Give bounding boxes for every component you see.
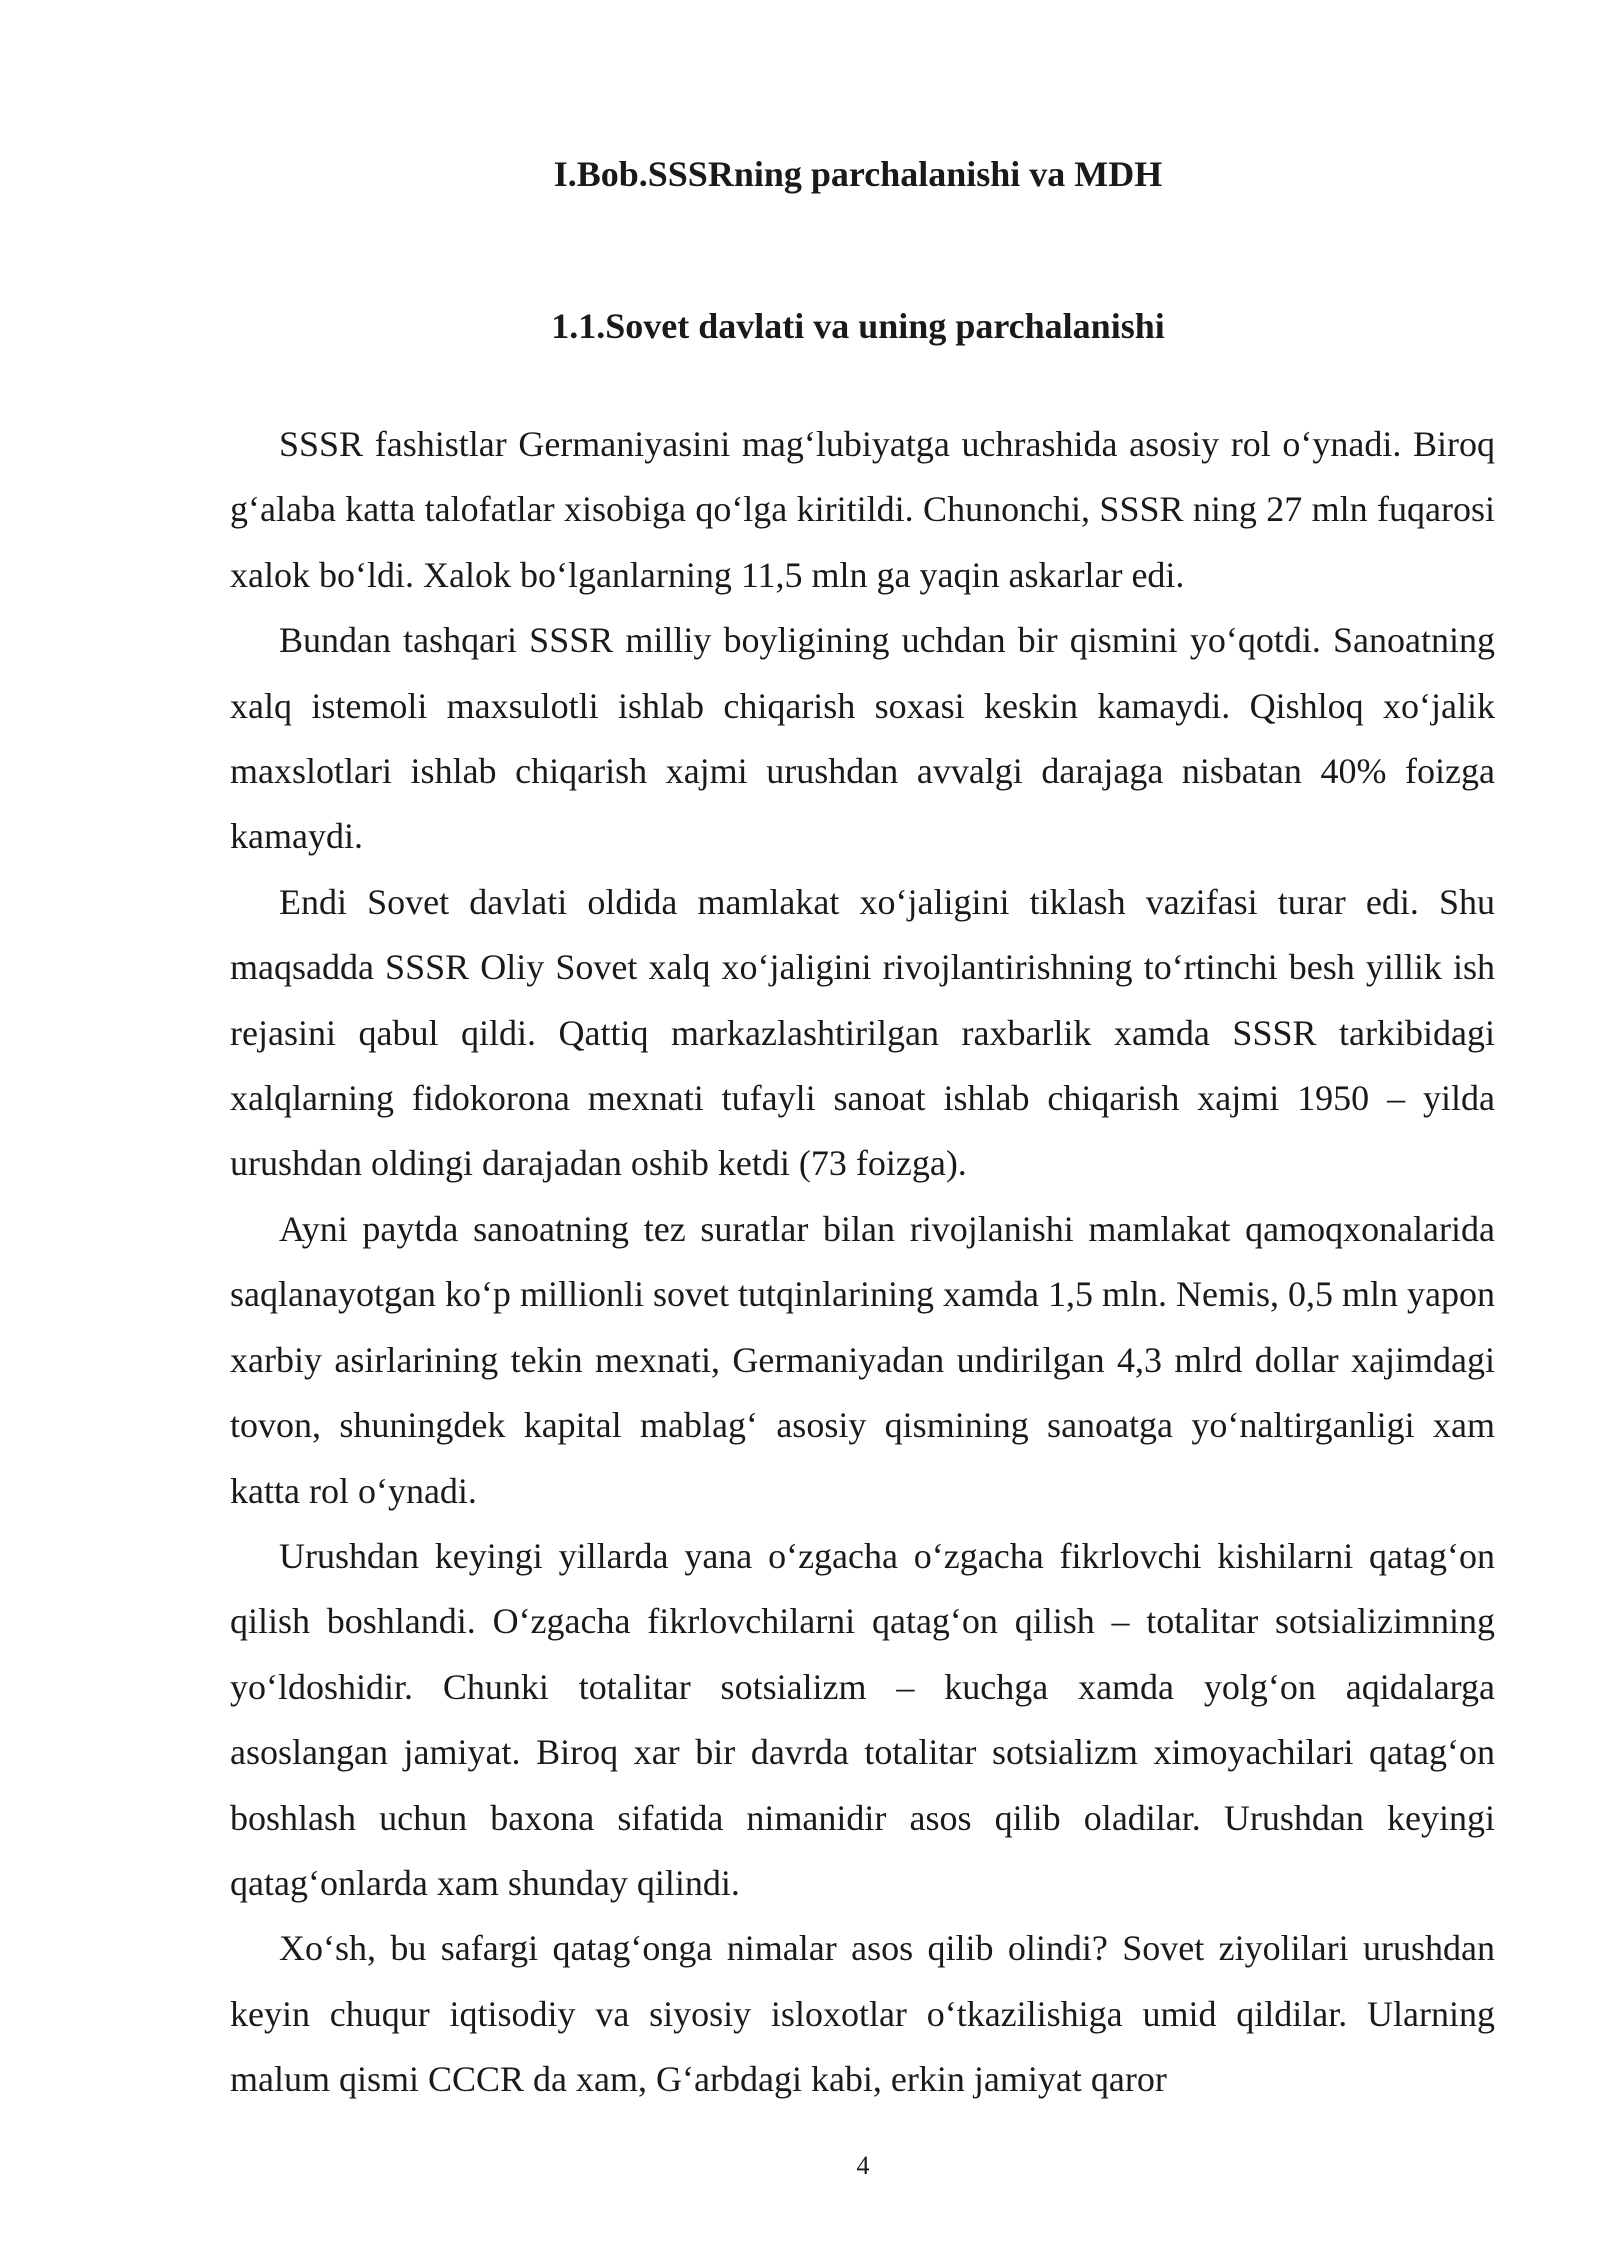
paragraph-5: Urushdan keyingi yillarda yana o‘zgacha o‘zgacha fikrlovchi kishilarni qatag‘on qilish boshlandi. O‘zgacha fikrlovchilarni qatag‘on qilish – totalitar sotsializimning yo‘ldoshidir. Chunki totalitar sotsializm – kuchga xamda yolg‘on aqidalarga asoslangan jamiyat. Biroq xar bir davrda totalitar sotsializm ximoyachilari qatag‘on boshlash uchun baxona sifatida nimanidir asos qilib oladilar. Urushdan keyingi qatag‘onlarda xam shunday qilindi. [230, 1535, 1495, 1903]
body-text [230, 412, 1495, 2113]
chapter-title: I.Bob.SSSRning parchalanishi va MDH [553, 154, 1163, 194]
paragraph-4: Ayni paytda sanoatning tez suratlar bilan rivojlanishi mamlakat qamoqxonalarida saqlanayotgan ko‘p millionli sovet tutqinlarining xamda 1,5 mln. Nemis, 0,5 mln yapon xarbiy asirlarining tekin mexnati, Germaniyadan undirilgan 4,3 mlrd dollar xajimdagi tovon, shuningdek kapital mablag‘ asosiy qismining sanoatga yo‘naltirganligi xam katta rol o‘ynadi. [230, 1208, 1495, 1511]
page-number: 4 [856, 2151, 870, 2180]
paragraph-2: Bundan tashqari SSSR milliy boyligining uchdan bir qismini yo‘qotdi. Sanoatning xalq istemoli maxsulotli ishlab chiqarish soxasi keskin kamaydi. Qishloq xo‘jalik maxslotlari ishlab chiqarish xajmi urushdan avvalgi darajaga nisbatan 40% foizga kamaydi. [230, 620, 1495, 857]
paragraph-1: SSSR fashistlar Germaniyasini mag‘lubiyatga uchrashida asosiy rol o‘ynadi. Biroq g‘alaba katta talofatlar xisobiga qo‘lga kiritildi. Chunonchi, SSSR ning 27 mln fuqarosi xalok bo‘ldi. Xalok bo‘lganlarning 11,5 mln ga yaqin askarlar edi. [230, 424, 1495, 595]
paragraph-3: Endi Sovet davlati oldida mamlakat xo‘jaligini tiklash vazifasi turar edi. Shu maqsadda SSSR Oliy Sovet xalq xo‘jaligini rivojlantirishning to‘rtinchi besh yillik ish rejasini qabul qildi. Qattiq markazlashtirilgan raxbarlik xamda SSSR tarkibidagi xalqlarning fidokorona mexnati tufayli sanoat ishlab chiqarish xajmi 1950 – yilda urushdan oldingi darajadan oshib ketdi (73 foizga). [230, 881, 1495, 1184]
paragraph-6: Xo‘sh, bu safargi qatag‘onga nimalar asos qilib olindi? Sovet ziyolilari urushdan keyin chuqur iqtisodiy va siyosiy isloxotlar o‘tkazilishiga umid qildilar. Ularning malum qismi CCCR da xam, G‘arbdagi kabi, erkin jamiyat qaror [230, 1928, 1495, 2100]
section-title: 1.1.Sovet davlati va uning parchalanishi [551, 306, 1165, 346]
